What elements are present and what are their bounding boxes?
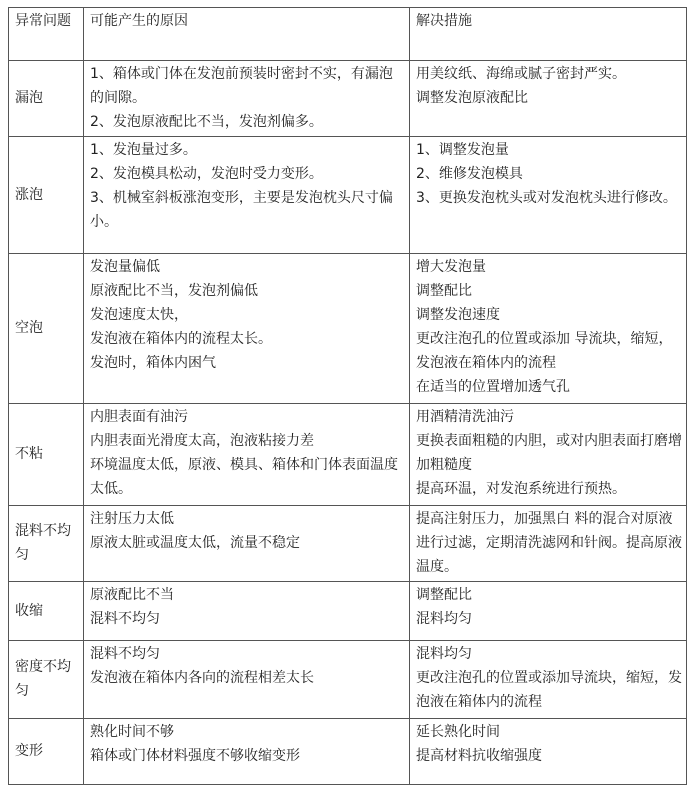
cause-line: 原液配比不当 <box>90 587 174 603</box>
table-row <box>9 254 687 404</box>
cause-line: 内胆表面有油污 <box>90 409 188 425</box>
cause-line: 发泡液在箱体内的流程太长。 <box>90 331 272 347</box>
solution-line: 1、调整发泡量 <box>416 142 509 158</box>
problem-label: 涨泡 <box>15 186 43 203</box>
solution-line: 混料均匀 <box>416 646 472 662</box>
problem-cell <box>9 254 84 404</box>
problem-cell <box>9 137 84 254</box>
cause-line: 3、机械室斜板涨泡变形，主要是发泡枕头尺寸偏小。 <box>90 190 393 230</box>
problem-label: 收缩 <box>15 602 43 619</box>
solutions-cell <box>410 506 687 582</box>
foam-defects-table <box>8 7 687 785</box>
problem-cell <box>9 404 84 506</box>
causes-cell <box>84 506 410 582</box>
problem-cell <box>9 506 84 582</box>
cause-line: 发泡液在箱体内各向的流程相差太长 <box>90 670 314 686</box>
solutions-cell <box>410 61 687 137</box>
cause-line: 原液太脏或温度太低，流量不稳定 <box>90 535 300 551</box>
cause-line: 箱体或门体材料强度不够收缩变形 <box>90 748 300 764</box>
cause-line: 2、发泡原液配比不当，发泡剂偏多。 <box>90 114 323 130</box>
cause-line: 1、发泡量过多。 <box>90 142 197 158</box>
cause-line: 2、发泡模具松动，发泡时受力变形。 <box>90 166 323 182</box>
solution-line: 调整发泡原液配比 <box>416 90 528 106</box>
cause-line: 原液配比不当，发泡剂偏低 <box>90 283 258 299</box>
solution-line: 混料均匀 <box>416 611 472 627</box>
causes-cell <box>84 137 410 254</box>
problem-label: 空泡 <box>15 320 43 336</box>
solutions-cell <box>410 582 687 641</box>
solution-line: 调整发泡速度 <box>416 307 500 323</box>
table-row <box>9 582 687 641</box>
solution-line: 增大发泡量 <box>416 259 486 275</box>
cause-line: 发泡量偏低 <box>90 259 160 275</box>
cause-line: 1、箱体或门体在发泡前预装时密封不实，有漏泡的间隙。 <box>90 66 393 106</box>
problem-cell <box>9 641 84 719</box>
solutions-cell <box>410 254 687 404</box>
problem-label: 混料不均匀 <box>15 523 71 563</box>
header-problem: 异常问题 <box>9 8 84 61</box>
problem-cell <box>9 719 84 785</box>
header-row <box>9 8 687 61</box>
solution-line: 2、维修发泡模具 <box>416 166 523 182</box>
solution-line: 提高环温，对发泡系统进行预热。 <box>416 481 626 497</box>
problem-cell <box>9 61 84 137</box>
header-causes: 可能产生的原因 <box>84 8 410 61</box>
cause-line: 混料不均匀 <box>90 611 160 627</box>
cause-line: 发泡速度太快， <box>90 307 188 323</box>
problem-label: 变形 <box>15 743 43 759</box>
cause-line: 注射压力太低 <box>90 511 174 527</box>
table-row <box>9 404 687 506</box>
table-body <box>9 8 687 785</box>
solution-line: 在适当的位置增加透气孔 <box>416 379 570 395</box>
solution-line: 提高注射压力，加强黑白 料的混合对原液进行过滤，定期清洗滤网和针阀。提高原液温度。 <box>416 511 682 575</box>
solution-line: 3、更换发泡枕头或对发泡枕头进行修改。 <box>416 190 677 206</box>
solution-line: 调整配比 <box>416 283 472 299</box>
table-row <box>9 137 687 254</box>
problem-cell <box>9 582 84 641</box>
table-row <box>9 719 687 785</box>
table-row <box>9 61 687 137</box>
cause-line: 内胆表面光滑度太高，泡液粘接力差 <box>90 433 314 449</box>
solution-line: 用酒精清洗油污 <box>416 409 514 425</box>
solution-line: 延长熟化时间 <box>416 724 500 740</box>
cause-line: 混料不均匀 <box>90 646 160 662</box>
causes-cell <box>84 61 410 137</box>
solutions-cell <box>410 719 687 785</box>
causes-cell <box>84 582 410 641</box>
solution-line: 用美纹纸、海绵或腻子密封严实。 <box>416 66 626 82</box>
solution-line: 更改注泡孔的位置或添加 导流块，缩短，发泡液在箱体内的流程 <box>416 331 673 371</box>
solutions-cell <box>410 641 687 719</box>
table-row <box>9 641 687 719</box>
header-solutions: 解决措施 <box>410 8 687 61</box>
causes-cell <box>84 641 410 719</box>
solutions-cell <box>410 404 687 506</box>
problem-label: 不粘 <box>15 446 43 462</box>
problem-label: 密度不均匀 <box>15 659 71 699</box>
solutions-cell <box>410 137 687 254</box>
solution-line: 调整配比 <box>416 587 472 603</box>
causes-cell <box>84 404 410 506</box>
cause-line: 熟化时间不够 <box>90 724 174 740</box>
problem-label: 漏泡 <box>15 90 43 106</box>
table-row <box>9 506 687 582</box>
solution-line: 更改注泡孔的位置或添加导流块，缩短，发泡液在箱体内的流程 <box>416 670 682 710</box>
cause-line: 发泡时，箱体内困气 <box>90 355 216 371</box>
causes-cell <box>84 254 410 404</box>
causes-cell <box>84 719 410 785</box>
solution-line: 更换表面粗糙的内胆，或对内胆表面打磨增加粗糙度 <box>416 433 682 473</box>
cause-line: 环境温度太低，原液、模具、箱体和门体表面温度太低。 <box>90 457 398 497</box>
solution-line: 提高材料抗收缩强度 <box>416 748 542 764</box>
